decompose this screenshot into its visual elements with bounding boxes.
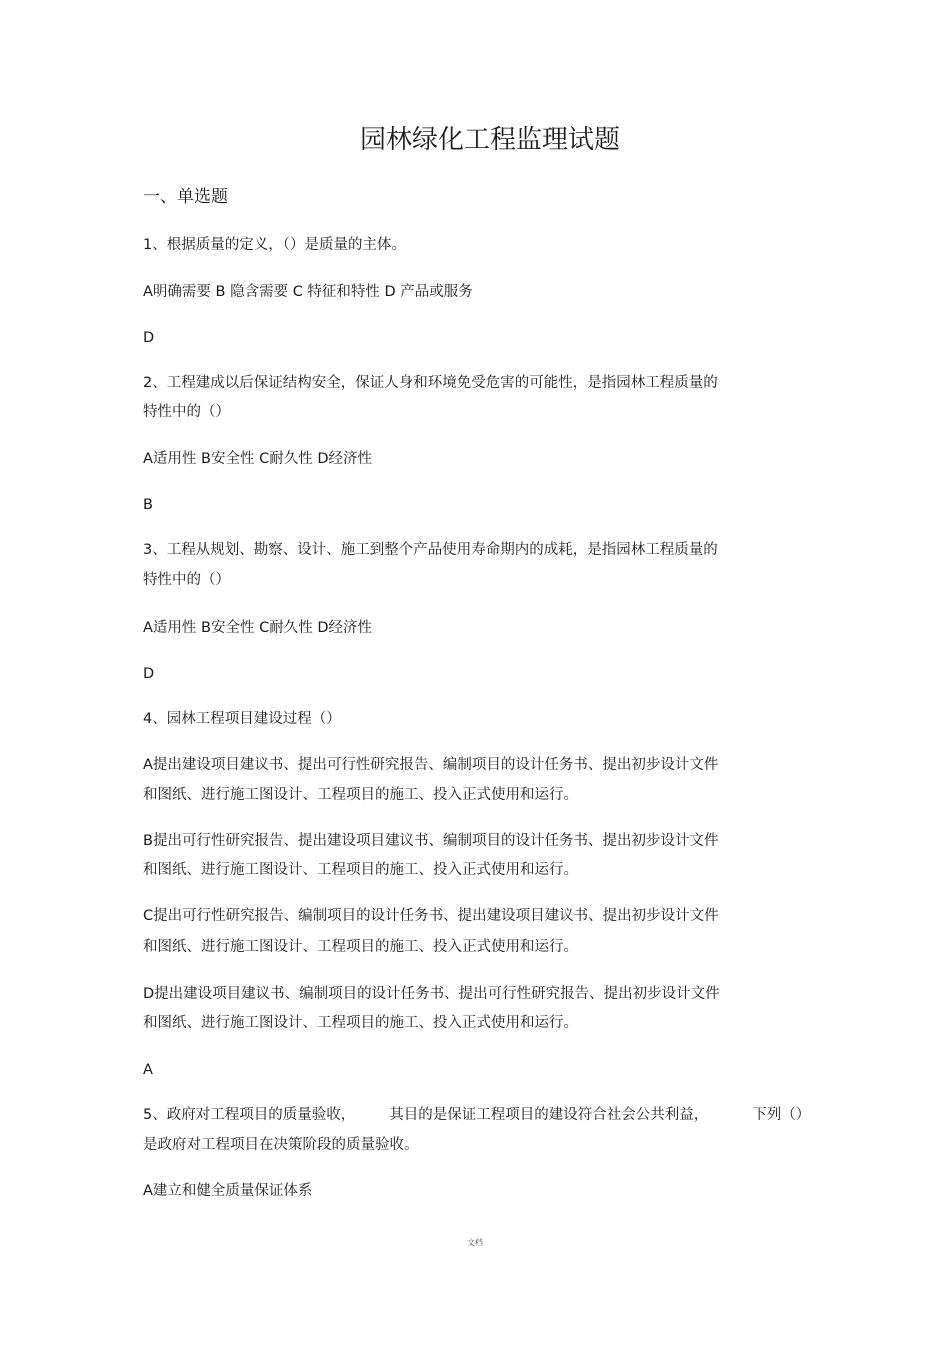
- question-1-stem: 1、根据质量的定义，（）是质量的主体。: [143, 237, 406, 253]
- document-title: 园林绿化工程监理试题: [359, 125, 620, 155]
- question-5-stem-line-2: 是政府对工程项目在决策阶段的质量验收。: [143, 1137, 419, 1153]
- question-5-option-a: A建立和健全质量保证体系: [143, 1183, 313, 1199]
- question-4-option-c-line-1: C提出可行性研究报告、编制项目的设计任务书、提出建设项目建议书、提出初步设计文件: [143, 908, 719, 924]
- question-4-option-d-line-1: D提出建设项目建议书、编制项目的设计任务书、提出可行性研究报告、提出初步设计文件: [143, 986, 720, 1002]
- question-4-option-c-line-2: 和图纸、进行施工图设计、工程项目的施工、投入正式使用和运行。: [143, 939, 578, 955]
- question-4-answer: A: [143, 1062, 153, 1078]
- question-1-options: A明确需要 B 隐含需要 C 特征和特性 D 产品或服务: [143, 284, 473, 300]
- question-4-stem: 4、园林工程项目建设过程（）: [143, 711, 341, 727]
- section-heading: 一、单选题: [143, 187, 228, 207]
- question-2-answer: B: [143, 497, 153, 513]
- question-5-stem-part-1: 5、政府对工程项目的质量验收，: [143, 1107, 356, 1123]
- question-3-answer: D: [143, 666, 155, 682]
- question-2-stem-line-2: 特性中的（）: [143, 404, 230, 420]
- question-4-option-b-line-2: 和图纸、进行施工图设计、工程项目的施工、投入正式使用和运行。: [143, 862, 578, 878]
- question-5-stem-part-2: 其目的是保证工程项目的建设符合社会公共利益，: [389, 1107, 709, 1123]
- question-4-option-a-line-1: A提出建设项目建议书、提出可行性研究报告、编制项目的设计任务书、提出初步设计文件: [143, 757, 719, 773]
- question-2-stem-line-1: 2、工程建成以后保证结构安全，保证人身和环境免受危害的可能性，是指园林工程质量的: [143, 375, 718, 391]
- question-4-option-a-line-2: 和图纸、进行施工图设计、工程项目的施工、投入正式使用和运行。: [143, 787, 578, 803]
- question-2-options: A适用性 B安全性 C耐久性 D经济性: [143, 451, 372, 467]
- question-5-stem-line-1: [143, 1104, 810, 1126]
- question-3-options: A适用性 B安全性 C耐久性 D经济性: [143, 620, 372, 636]
- question-3-stem-line-2: 特性中的（）: [143, 572, 230, 588]
- question-4-option-b-line-1: B提出可行性研究报告、提出建设项目建议书、编制项目的设计任务书、提出初步设计文件: [143, 833, 719, 849]
- page-footer: 文档: [467, 1238, 483, 1247]
- question-5-stem-part-3: 下列（）: [752, 1107, 811, 1123]
- question-4-option-d-line-2: 和图纸、进行施工图设计、工程项目的施工、投入正式使用和运行。: [143, 1015, 578, 1031]
- question-3-stem-line-1: 3、工程从规划、勘察、设计、施工到整个产品使用寿命期内的成耗，是指园林工程质量的: [143, 542, 718, 558]
- question-1-answer: D: [143, 330, 155, 346]
